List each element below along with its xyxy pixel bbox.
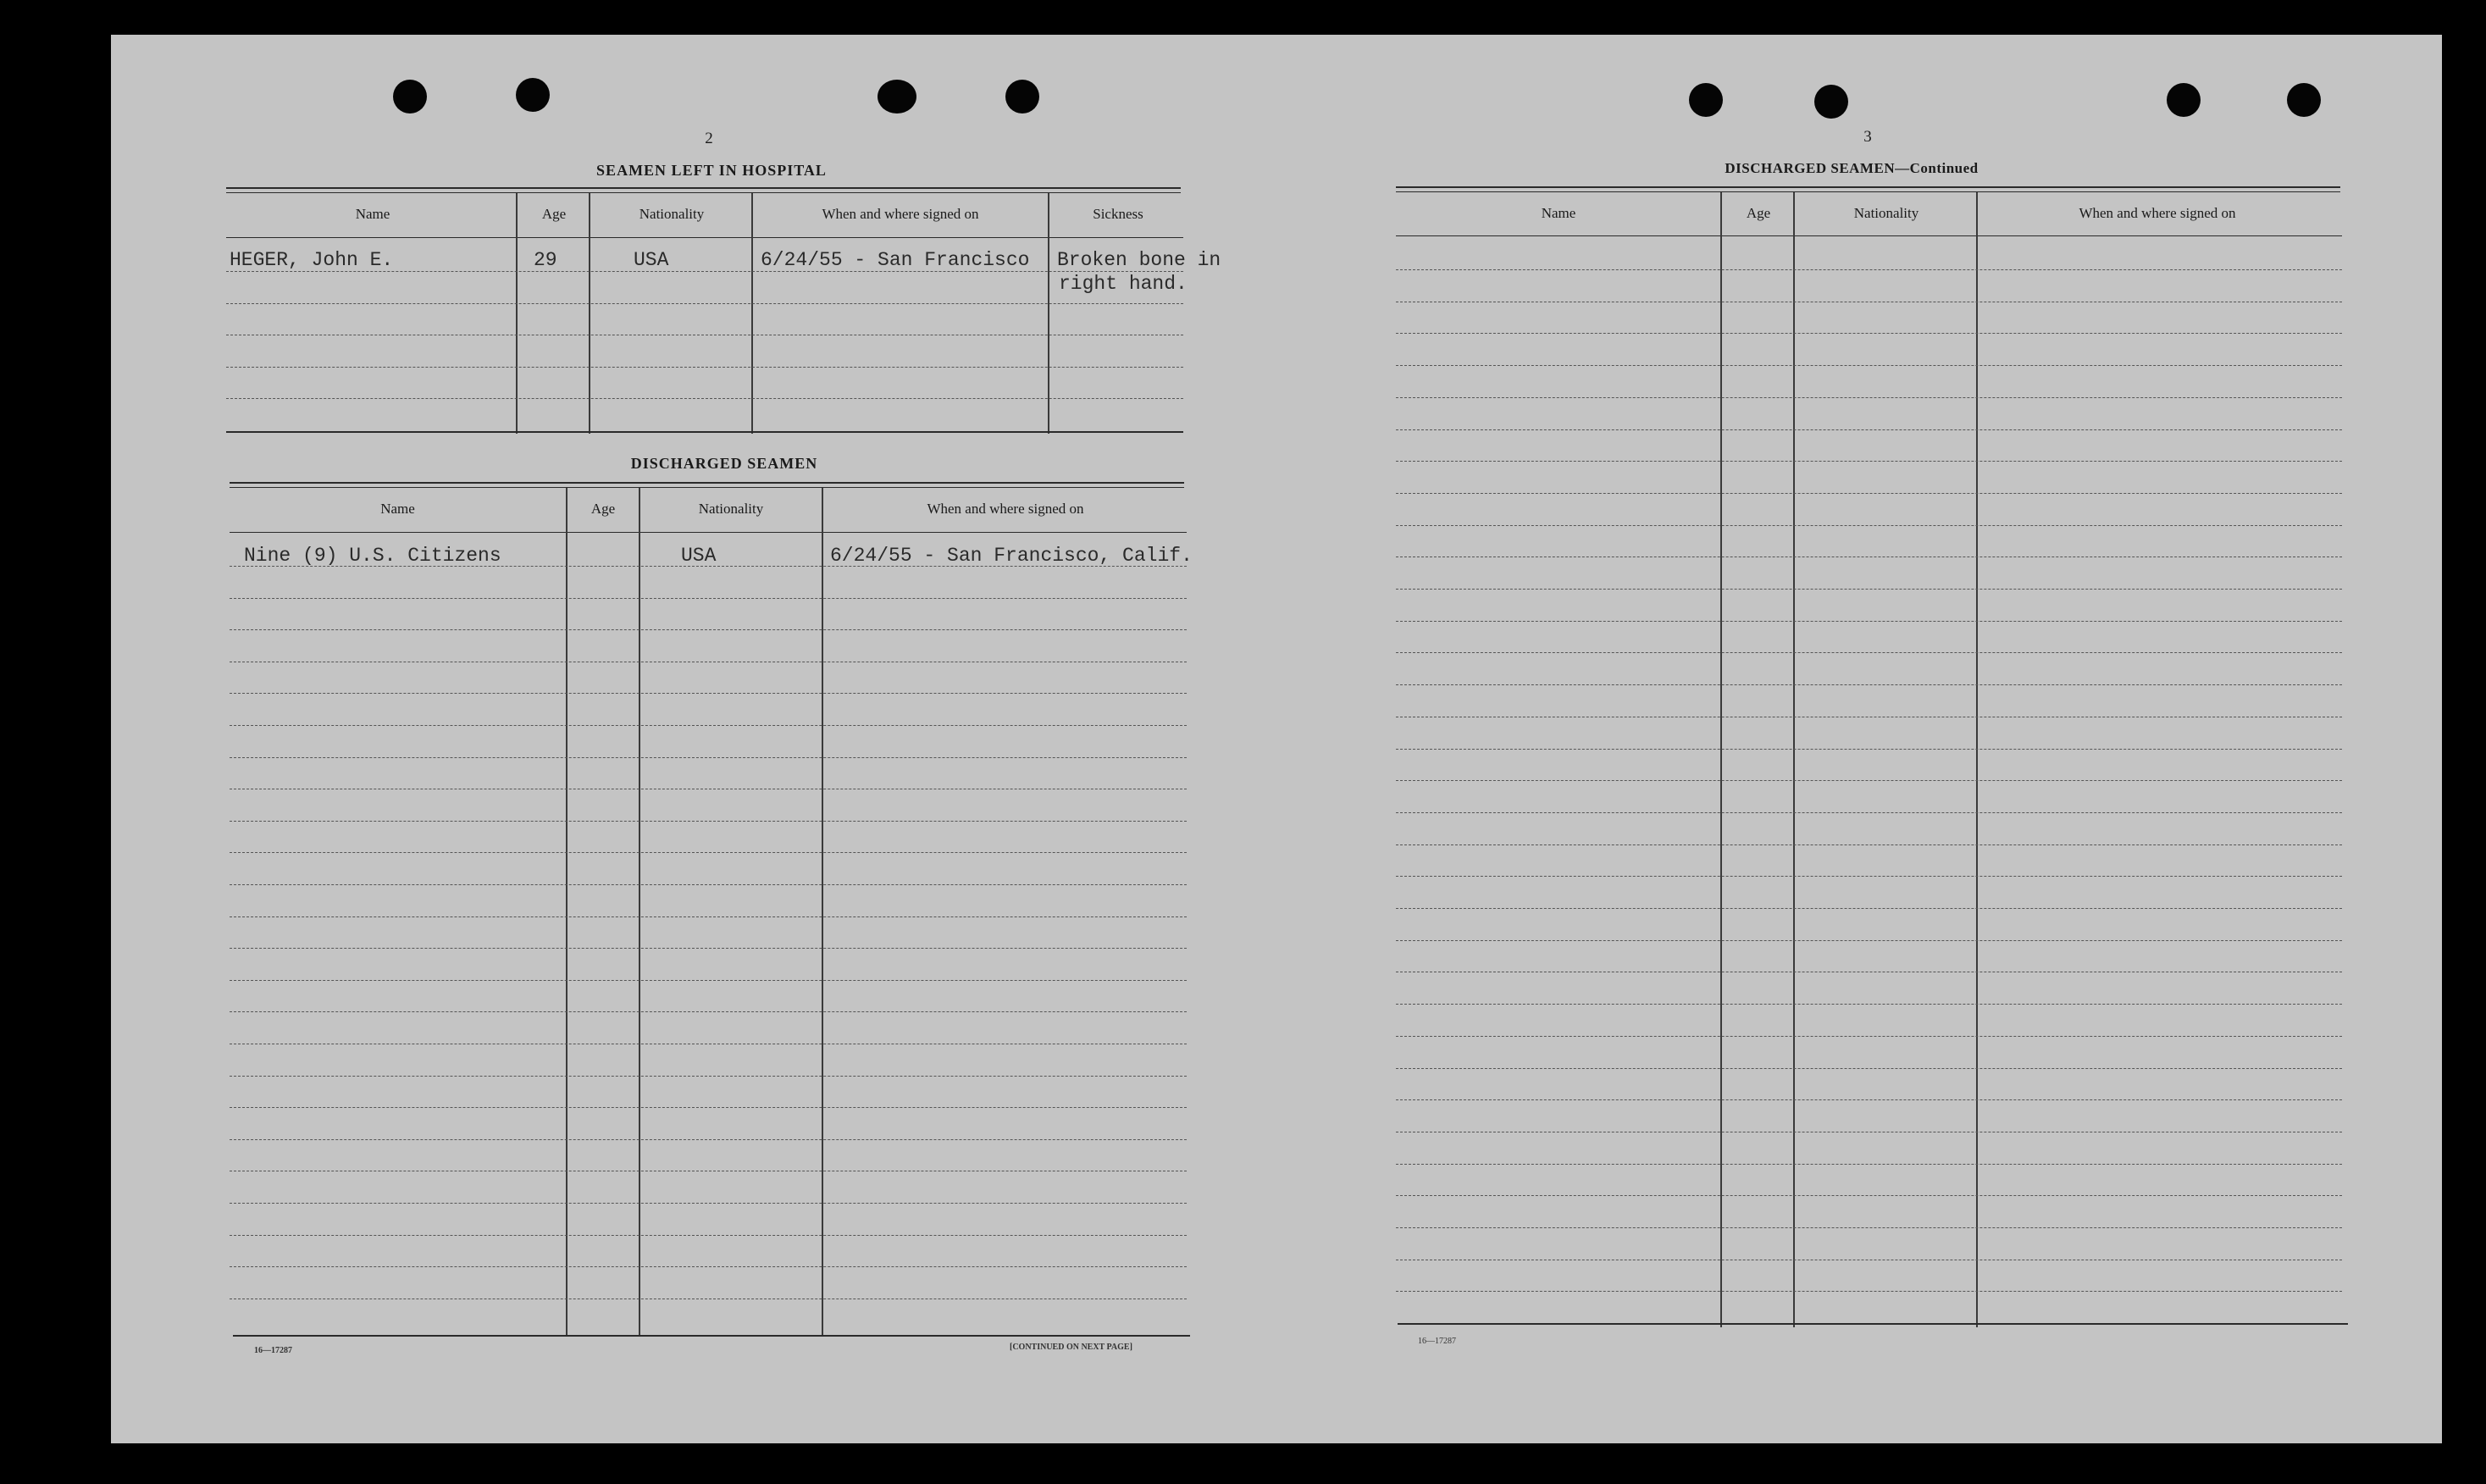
col-header-name: Name (1541, 205, 1576, 221)
ruled-line (1396, 940, 2342, 941)
col-header-name: Name (380, 501, 415, 517)
ruled-line (230, 1076, 1187, 1077)
ruled-line (230, 1203, 1187, 1204)
col-header-name: Name (355, 206, 390, 222)
ruled-line (1396, 844, 2342, 845)
ruled-line (230, 852, 1187, 853)
punch-hole (516, 78, 550, 112)
ruled-line (226, 398, 1183, 399)
column-divider (1976, 192, 1978, 1327)
ruled-line (1396, 493, 2342, 494)
ruled-line (230, 693, 1187, 694)
ruled-line (1396, 908, 2342, 909)
ruled-line (1396, 652, 2342, 653)
table-top-rule (230, 482, 1184, 484)
continued-note: [CONTINUED ON NEXT PAGE] (1010, 1343, 1132, 1352)
ruled-line (230, 948, 1187, 949)
ruled-line (1396, 1068, 2342, 1069)
ruled-line (1396, 684, 2342, 685)
ruled-line (230, 725, 1187, 726)
ruled-line (230, 980, 1187, 981)
col-header-nationality: Nationality (1853, 205, 1919, 221)
entry-sickness: Broken bone in (1057, 249, 1221, 271)
column-divider (1720, 192, 1722, 1327)
column-divider (639, 488, 640, 1337)
ruled-line (230, 598, 1187, 599)
entry-age: 29 (534, 249, 557, 271)
column-divider (822, 488, 823, 1337)
table-bottom-rule (1398, 1323, 2348, 1325)
col-header-age: Age (590, 501, 616, 517)
table-top-rule (230, 487, 1184, 488)
section-title-hospital: SEAMEN LEFT IN HOSPITAL (596, 162, 827, 179)
punch-hole (878, 80, 916, 114)
ruled-line (226, 303, 1183, 304)
ruled-line (1396, 269, 2342, 270)
ruled-line (226, 271, 1183, 272)
entry-name: Nine (9) U.S. Citizens (244, 545, 501, 567)
ruled-line (230, 1107, 1187, 1108)
ruled-line (1396, 1036, 2342, 1037)
ruled-line (1396, 621, 2342, 622)
column-divider (1793, 192, 1795, 1327)
ruled-line (1396, 1291, 2342, 1292)
ruled-line (1396, 1099, 2342, 1100)
ruled-line (1396, 589, 2342, 590)
entry-signed-on: 6/24/55 - San Francisco (761, 249, 1030, 271)
ruled-line (1396, 461, 2342, 462)
entry-nationality: USA (634, 249, 669, 271)
punch-hole (1005, 80, 1039, 114)
ruled-line (1396, 556, 2342, 557)
punch-hole (2287, 83, 2321, 117)
ruled-line (230, 1011, 1187, 1012)
ruled-line (230, 884, 1187, 885)
ruled-line (1396, 749, 2342, 750)
form-number: 16—17287 (254, 1346, 292, 1355)
table-bottom-rule (226, 431, 1183, 433)
ruled-line (1396, 1195, 2342, 1196)
col-header-nationality: Nationality (639, 206, 705, 222)
table-top-rule (226, 192, 1181, 193)
col-header-age: Age (541, 206, 567, 222)
col-header-signed-on: When and where signed on (822, 206, 979, 222)
punch-hole (393, 80, 427, 114)
col-header-nationality: Nationality (698, 501, 764, 517)
ruled-line (1396, 1164, 2342, 1165)
form-sheet (111, 35, 2442, 1443)
ruled-line (1396, 876, 2342, 877)
punch-hole (1814, 85, 1848, 119)
entry-sickness: right hand. (1059, 273, 1188, 295)
ruled-line (230, 1298, 1187, 1299)
entry-nationality: USA (681, 545, 717, 567)
ruled-line (230, 1139, 1187, 1140)
ruled-line (1396, 812, 2342, 813)
header-underline (1396, 235, 2342, 236)
ruled-line (1396, 1227, 2342, 1228)
col-header-sickness: Sickness (1093, 206, 1143, 222)
entry-name: HEGER, John E. (230, 249, 394, 271)
punch-hole (1689, 83, 1723, 117)
table-bottom-rule (233, 1335, 1190, 1337)
col-header-signed-on: When and where signed on (927, 501, 1084, 517)
section-title-discharged: DISCHARGED SEAMEN (630, 455, 818, 472)
table-top-rule (1396, 191, 2340, 192)
ruled-line (230, 821, 1187, 822)
punch-hole (2167, 83, 2201, 117)
form-number: 16—17287 (1418, 1337, 1456, 1346)
header-underline (226, 237, 1183, 238)
ruled-line (1396, 333, 2342, 334)
entry-signed-on: 6/24/55 - San Francisco, Calif. (830, 545, 1193, 567)
ruled-line (1396, 365, 2342, 366)
column-divider (566, 488, 568, 1337)
ruled-line (230, 757, 1187, 758)
section-title-discharged-continued: DISCHARGED SEAMEN—Continued (1725, 160, 1979, 176)
page-number: 3 (1863, 128, 1872, 146)
ruled-line (1396, 780, 2342, 781)
table-top-rule (226, 187, 1181, 189)
ruled-line (230, 1235, 1187, 1236)
col-header-age: Age (1746, 205, 1771, 221)
ruled-line (1396, 397, 2342, 398)
page-number: 2 (705, 130, 713, 147)
col-header-signed-on: When and where signed on (2079, 205, 2236, 221)
header-underline (230, 532, 1187, 533)
ruled-line (230, 1266, 1187, 1267)
ruled-line (230, 629, 1187, 630)
table-top-rule (1396, 186, 2340, 188)
ruled-line (230, 916, 1187, 917)
ruled-line (1396, 1004, 2342, 1005)
ruled-line (1396, 525, 2342, 526)
ruled-line (226, 367, 1183, 368)
ruled-line (1396, 429, 2342, 430)
